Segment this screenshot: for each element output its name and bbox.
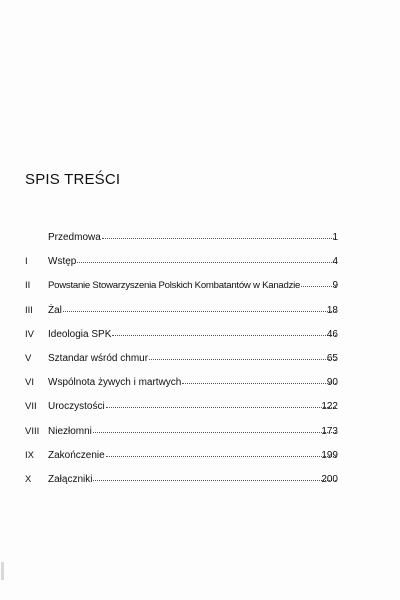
toc-leader-dots	[112, 335, 336, 336]
toc-label: Wspólnota żywych i martwych	[48, 377, 182, 389]
toc-leader-dots	[149, 359, 336, 360]
toc-row	[0, 327, 400, 351]
toc-entry	[48, 474, 338, 486]
toc-row	[0, 399, 400, 423]
toc-leader-dots	[301, 286, 336, 287]
toc-number: II	[25, 280, 31, 292]
toc-entry	[48, 305, 338, 317]
toc-entry	[48, 377, 338, 389]
toc-number: I	[25, 256, 28, 268]
toc-number: IV	[25, 328, 34, 340]
toc-row	[0, 424, 400, 448]
scan-edge-mark	[1, 562, 4, 580]
toc-label: Ideologia SPK	[48, 328, 112, 340]
toc-row	[0, 472, 400, 496]
toc-row	[0, 278, 400, 302]
toc-leader-dots	[77, 262, 336, 263]
toc-page-number: 90	[326, 377, 338, 389]
toc-leader-dots	[106, 456, 336, 457]
toc-row	[0, 375, 400, 399]
toc-page-number: 18	[326, 304, 338, 316]
toc-row	[0, 303, 400, 327]
toc-page-number: 46	[326, 328, 338, 340]
toc-number: VI	[25, 377, 34, 389]
toc-number: VIII	[25, 425, 40, 437]
toc-label: Niezłomni	[48, 425, 92, 437]
toc-label: Sztandar wśród chmur	[48, 352, 149, 364]
table-of-contents	[0, 230, 400, 496]
toc-page-number: 1	[332, 232, 338, 243]
toc-page-number: 9	[332, 280, 338, 292]
page-title: SPIS TREŚCI	[25, 171, 121, 188]
toc-label: Wstęp	[48, 256, 77, 268]
toc-entry	[48, 426, 338, 438]
toc-leader-dots	[63, 311, 336, 312]
toc-page-number: 122	[321, 401, 338, 413]
toc-entry	[48, 329, 338, 341]
toc-leader-dots	[93, 432, 336, 433]
toc-leader-dots	[93, 480, 336, 481]
toc-number: IX	[25, 449, 34, 461]
toc-label: Załączniki	[48, 473, 93, 485]
toc-page-number: 200	[321, 473, 338, 485]
toc-page-number: 4	[332, 256, 338, 268]
toc-number: VII	[25, 401, 37, 413]
toc-page-number: 65	[326, 352, 338, 364]
toc-entry	[48, 280, 338, 292]
toc-label: Powstanie Stowarzyszenia Polskich Kombatantów w Kanadzie	[48, 280, 301, 292]
toc-row	[0, 230, 400, 254]
toc-number: V	[25, 352, 32, 364]
toc-leader-dots	[102, 238, 336, 239]
toc-label: Przedmowa	[48, 232, 101, 243]
toc-row	[0, 254, 400, 278]
toc-entry	[48, 232, 338, 244]
toc-page-number: 173	[321, 425, 338, 437]
toc-row	[0, 351, 400, 375]
toc-label: Żal	[48, 304, 62, 316]
toc-entry	[48, 353, 338, 365]
toc-page-number: 199	[321, 449, 338, 461]
toc-entry	[48, 401, 338, 413]
toc-label: Uroczystości	[48, 401, 105, 413]
toc-number: III	[25, 304, 33, 316]
toc-leader-dots	[106, 407, 336, 408]
toc-leader-dots	[182, 383, 336, 384]
toc-entry	[48, 450, 338, 462]
toc-number: X	[25, 473, 32, 485]
toc-row	[0, 448, 400, 472]
toc-entry	[48, 256, 338, 268]
toc-label: Zakończenie	[48, 449, 105, 461]
